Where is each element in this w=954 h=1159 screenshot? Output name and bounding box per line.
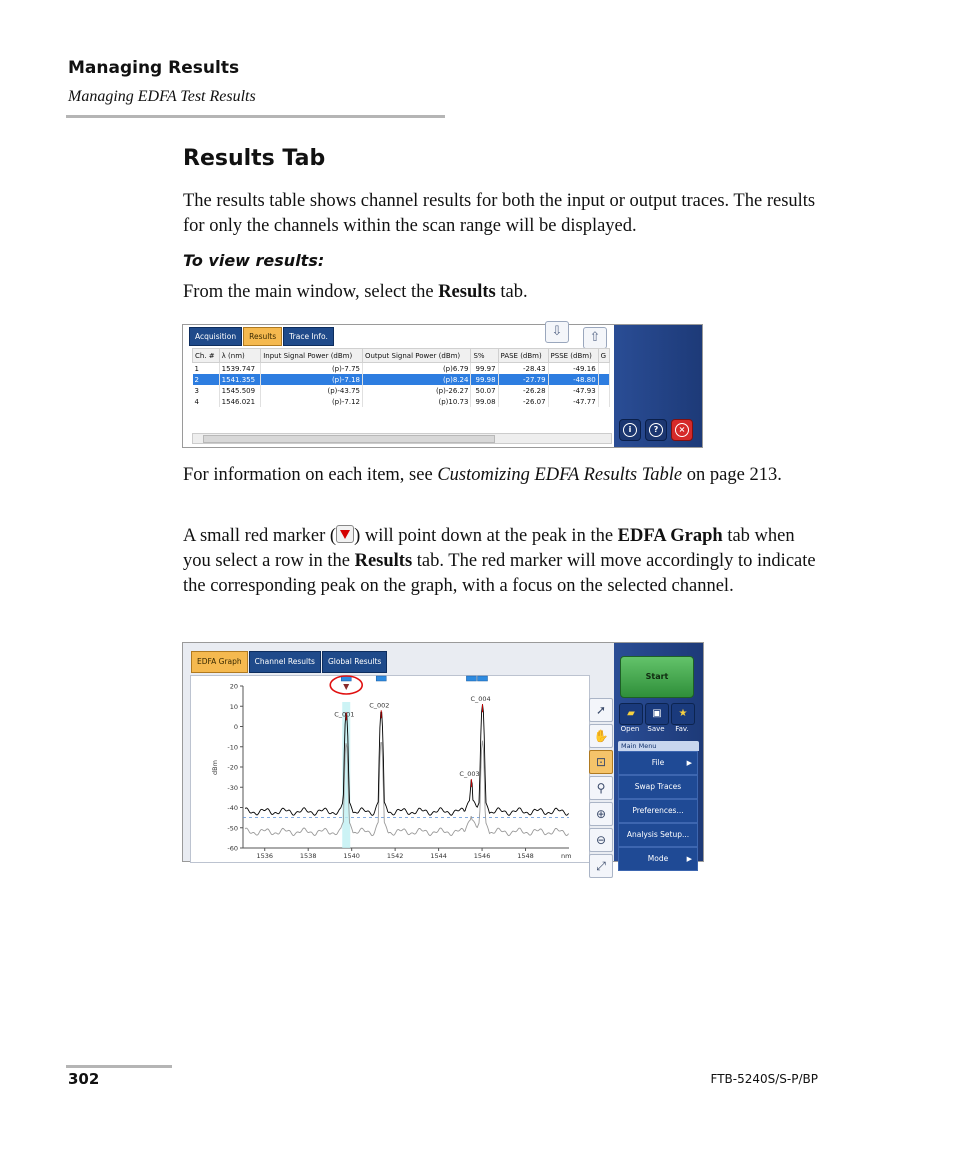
open-label: Open [620, 725, 640, 733]
table-cell: (p)-7.18 [261, 374, 363, 385]
fav-label: Fav. [675, 725, 689, 733]
edfa-graph-screenshot [182, 642, 704, 873]
y-tick-label: -10 [227, 743, 238, 752]
channel-marker [376, 676, 386, 681]
channel-label: C_004 [470, 695, 491, 704]
column-header[interactable]: PSSE (dBm) [548, 349, 598, 363]
table-cell: (p)-26.27 [362, 385, 470, 396]
menu-item-preferences[interactable]: Preferences... [618, 799, 698, 823]
horizontal-scrollbar[interactable] [192, 433, 612, 444]
column-header[interactable]: S% [471, 349, 498, 363]
x-tick-label: 1548 [517, 852, 534, 860]
info-paragraph: For information on each item, see Customizing EDFA Results Table on page 213. [183, 465, 782, 485]
table-row[interactable] [193, 385, 610, 396]
y-tick-label: 0 [233, 723, 238, 731]
table-cell: -27.79 [498, 374, 548, 385]
tab-edfa-graph[interactable]: EDFA Graph [191, 651, 248, 673]
open-folder-icon[interactable]: ▰ [619, 703, 643, 725]
scroll-down-icon[interactable]: ⇩ [545, 321, 569, 343]
selected-peak-marker [343, 684, 349, 690]
plot-frame [190, 675, 590, 863]
help-icon: ? [649, 423, 663, 437]
column-header[interactable]: G [598, 349, 609, 363]
table-row[interactable] [193, 396, 610, 407]
marker-paragraph: A small red marker ( ) will point down at the peak in the EDFA Graph tab when you select a row in the Results tab. The red marker will move accordingly to indicate the corresponding peak on the graph, with a focus on the selected channel. [183, 526, 816, 596]
heading: Results Tab [183, 146, 326, 171]
results-table [192, 348, 610, 407]
y-tick-label: 20 [229, 682, 238, 691]
table-cell: 50.07 [471, 385, 498, 396]
x-axis-label: nm [561, 852, 572, 860]
tab-results[interactable]: Results [243, 327, 282, 346]
zoom-area-icon[interactable]: ⊡ [589, 750, 613, 774]
table-row[interactable] [193, 363, 610, 375]
x-tick-label: 1538 [299, 852, 317, 860]
favorite-star-icon[interactable]: ★ [671, 703, 695, 725]
channel-label: C_001 [334, 710, 355, 719]
channel-label: C_003 [459, 770, 480, 779]
results-tab-screenshot [182, 324, 703, 448]
column-header[interactable]: PASE (dBm) [498, 349, 548, 363]
table-cell: -48.80 [548, 374, 598, 385]
x-tick-label: 1540 [343, 852, 360, 860]
table-cell: -26.28 [498, 385, 548, 396]
edfa-chart[interactable] [191, 676, 589, 862]
x-tick-label: 1544 [430, 852, 447, 860]
close-icon: × [675, 423, 689, 437]
tab-global-results[interactable]: Global Results [322, 651, 387, 673]
table-cell [598, 396, 609, 407]
page-number: 302 [68, 1070, 100, 1088]
help-button[interactable] [645, 419, 667, 441]
table-cell: 2 [193, 374, 220, 385]
close-button[interactable] [671, 419, 693, 441]
y-tick-label: -50 [227, 824, 238, 833]
graph-tab-bar [191, 651, 388, 671]
table-cell: 99.08 [471, 396, 498, 407]
column-header[interactable]: Output Signal Power (dBm) [362, 349, 470, 363]
menu-item-analysis-setup[interactable]: Analysis Setup... [618, 823, 698, 847]
table-cell: (p)10.73 [362, 396, 470, 407]
header-rule [66, 115, 445, 118]
table-cell: (p)-43.75 [261, 385, 363, 396]
channel-marker [478, 676, 488, 681]
menu-item-file[interactable]: File ▶ [618, 751, 698, 775]
table-cell: 1539.747 [219, 363, 261, 375]
table-cell: 4 [193, 396, 220, 407]
footer-rule [66, 1065, 172, 1068]
info-icon: i [623, 423, 637, 437]
table-cell: 99.97 [471, 363, 498, 375]
table-cell [598, 385, 609, 396]
table-cell: -49.16 [548, 363, 598, 375]
zoom-out-icon[interactable]: ⊖ [589, 828, 613, 852]
table-cell: (p)-7.75 [261, 363, 363, 375]
model-name: FTB-5240S/S-P/BP [710, 1072, 818, 1086]
side-panel [614, 325, 702, 447]
procedure-title: To view results: [183, 251, 325, 270]
y-tick-label: 10 [229, 702, 238, 711]
y-tick-label: -40 [227, 804, 238, 812]
section-title: Managing Results [68, 58, 240, 78]
table-cell: 1545.509 [219, 385, 261, 396]
table-cell: -26.07 [498, 396, 548, 407]
channel-marker [466, 676, 476, 681]
save-label: Save [647, 725, 665, 733]
main-menu-header: Main Menu [618, 741, 699, 751]
table-cell: (p)8.24 [362, 374, 470, 385]
results-tab-bar [189, 327, 335, 344]
table-cell: 1546.021 [219, 396, 261, 407]
table-row[interactable] [193, 374, 610, 385]
right-panel [614, 643, 703, 861]
table-cell: (p)6.79 [362, 363, 470, 375]
pan-hand-icon[interactable]: ✋ [589, 724, 613, 748]
pointer-icon[interactable]: ➚ [589, 698, 613, 722]
tab-acquisition[interactable]: Acquisition [189, 327, 242, 346]
table-cell: (p)-7.12 [261, 396, 363, 407]
column-header[interactable]: Ch. # [193, 349, 220, 363]
y-tick-label: -20 [227, 763, 238, 772]
x-tick-label: 1546 [473, 852, 491, 860]
zoom-in-icon[interactable]: ⊕ [589, 802, 613, 826]
y-axis-label: dBm [211, 760, 219, 775]
menu-item-mode[interactable]: Mode ▶ [618, 847, 698, 871]
tab-channel-results[interactable]: Channel Results [249, 651, 321, 673]
table-cell: -28.43 [498, 363, 548, 375]
step-paragraph: From the main window, select the Results tab. [183, 282, 528, 302]
info-button[interactable] [619, 419, 641, 441]
column-header[interactable]: Input Signal Power (dBm) [261, 349, 363, 363]
red-marker-icon [336, 525, 354, 543]
y-tick-label: -60 [227, 844, 238, 853]
start-button[interactable]: Start [620, 656, 694, 698]
channel-label: C_002 [369, 701, 390, 710]
table-cell [598, 374, 609, 385]
save-disk-icon[interactable]: ▣ [645, 703, 669, 725]
scrollbar-thumb[interactable] [203, 435, 495, 443]
scroll-up-icon[interactable]: ⇧ [583, 327, 607, 349]
x-tick-label: 1536 [256, 852, 274, 860]
table-cell: -47.93 [548, 385, 598, 396]
table-cell: 1541.355 [219, 374, 261, 385]
fit-icon[interactable]: ⤢ [589, 854, 613, 878]
input-trace [245, 741, 568, 836]
x-tick-label: 1542 [386, 852, 404, 860]
intro-paragraph: The results table shows channel results for both the input or output traces. The results for only the channels within the scan range will be displayed. [183, 191, 816, 236]
y-tick-label: -30 [227, 783, 238, 792]
tab-trace-info[interactable]: Trace Info. [283, 327, 334, 346]
zoom-icon[interactable]: ⚲ [589, 776, 613, 800]
output-trace [245, 704, 568, 815]
table-cell: 3 [193, 385, 220, 396]
menu-item-swap-traces[interactable]: Swap Traces [618, 775, 698, 799]
table-cell: -47.77 [548, 396, 598, 407]
table-cell [598, 363, 609, 375]
subsection-title: Managing EDFA Test Results [68, 88, 256, 105]
table-cell: 1 [193, 363, 220, 375]
column-header[interactable]: λ (nm) [219, 349, 261, 363]
table-cell: 99.98 [471, 374, 498, 385]
graph-tools [589, 698, 613, 880]
